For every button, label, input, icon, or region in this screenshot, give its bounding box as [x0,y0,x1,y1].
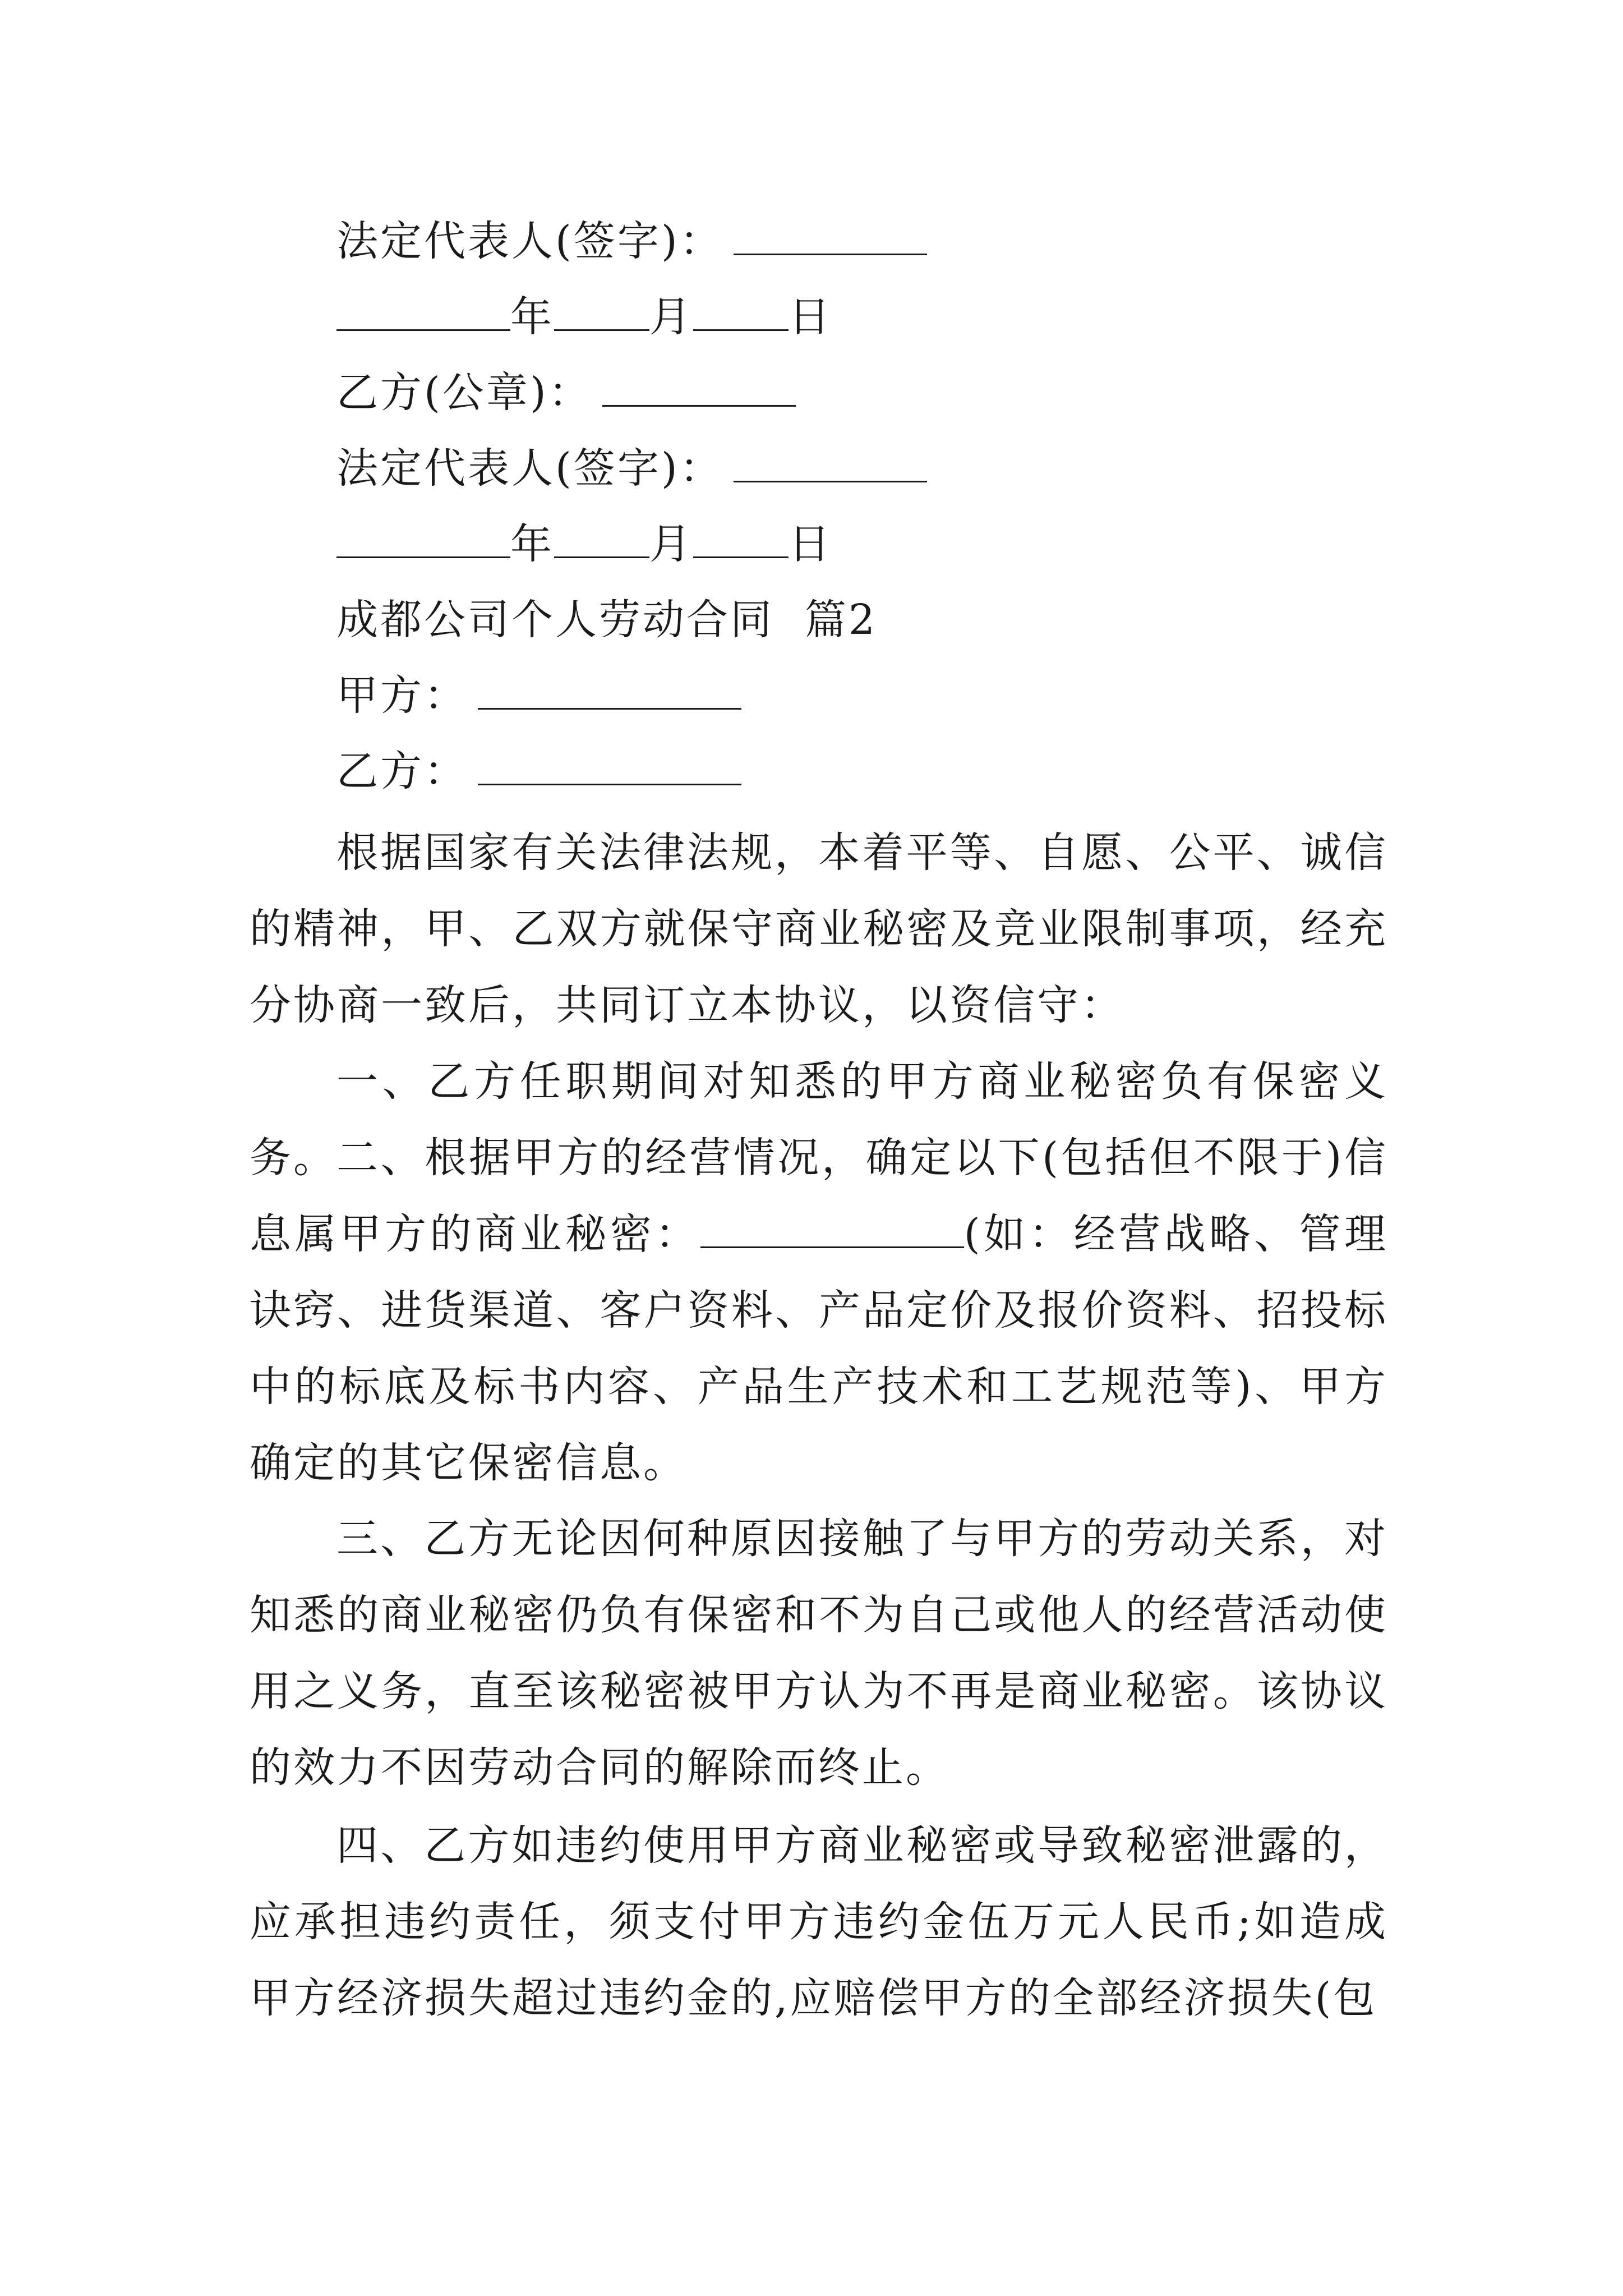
party-b-seal-label: 乙方(公章)： [336,369,592,417]
party-b-blank[interactable] [478,749,741,785]
year-blank-a[interactable] [336,295,510,331]
party-b-line [336,746,741,797]
clause-3: 三、乙方无论因何种原因接触了与甲方的劳动关系，对知悉的商业秘密仍负有保密和不为自己或他人的经营活动使用之义务，直至该秘密被甲方认为不再是商业秘密。该协议的效力不因劳动合同的解除而终止。 [250,1515,1388,1792]
party-b-seal-line [336,367,796,418]
rep-label-a: 法定代表人(签字)： [336,217,723,265]
intro-paragraph: 根据国家有关法律法规，本着平等、自愿、公平、诚信的精神，甲、乙双方就保守商业秘密及竞业限制事项，经充分协商一致后，共同订立本协议，以资信守： [250,829,1388,1029]
year-label-a: 年 [510,293,554,341]
rep-signature-blank-b[interactable] [734,446,927,482]
day-label-b: 日 [789,520,832,568]
rep-signature-blank-a[interactable] [734,219,927,255]
section-title: 成都公司个人劳动合同 篇2 [336,596,878,644]
year-label-b: 年 [510,520,554,568]
party-a-label: 甲方： [336,671,468,720]
day-label-a: 日 [789,293,832,341]
rep-signature-line-a [336,216,927,266]
party-a-blank[interactable] [478,673,741,710]
date-line-a [336,292,832,342]
clause-2-text-after: (如：经营战略、管理诀窍、进货渠道、客户资料、产品定价及报价资料、招投标中的标底及标书内容、产品生产技术和工艺规范等)、甲方确定的其它保密信息。 [250,1210,1388,1487]
clause-4: 四、乙方如违约使用甲方商业秘密或导致秘密泄露的，应承担违约责任，须支付甲方违约金伍万元人民币;如造成甲方经济损失超过违约金的,应赔偿甲方的全部经济损失(包 [250,1821,1388,2022]
day-blank-a[interactable] [693,295,789,331]
month-label-a: 月 [649,293,693,341]
day-blank-b[interactable] [693,522,789,558]
month-blank-a[interactable] [554,295,649,331]
year-blank-b[interactable] [336,522,510,558]
rep-signature-line-b [336,443,927,494]
trade-secret-blank[interactable] [700,1212,964,1248]
month-blank-b[interactable] [554,522,649,558]
clause-2 [250,1120,1388,1501]
rep-label-b: 法定代表人(签字)： [336,444,723,493]
month-label-b: 月 [649,520,693,568]
party-b-seal-blank[interactable] [602,370,796,407]
clause-2-text-before: 二、根据甲方的经营情况，确定以下(包括但不限于)信息属甲方的商业秘密： [250,1134,1388,1258]
date-line-b [336,519,832,569]
party-a-line [336,670,741,721]
clause-1: 一、乙方任职期间对知悉的甲方商业秘密负有保密义务。 [250,1057,1388,1182]
party-b-label: 乙方： [336,747,468,795]
